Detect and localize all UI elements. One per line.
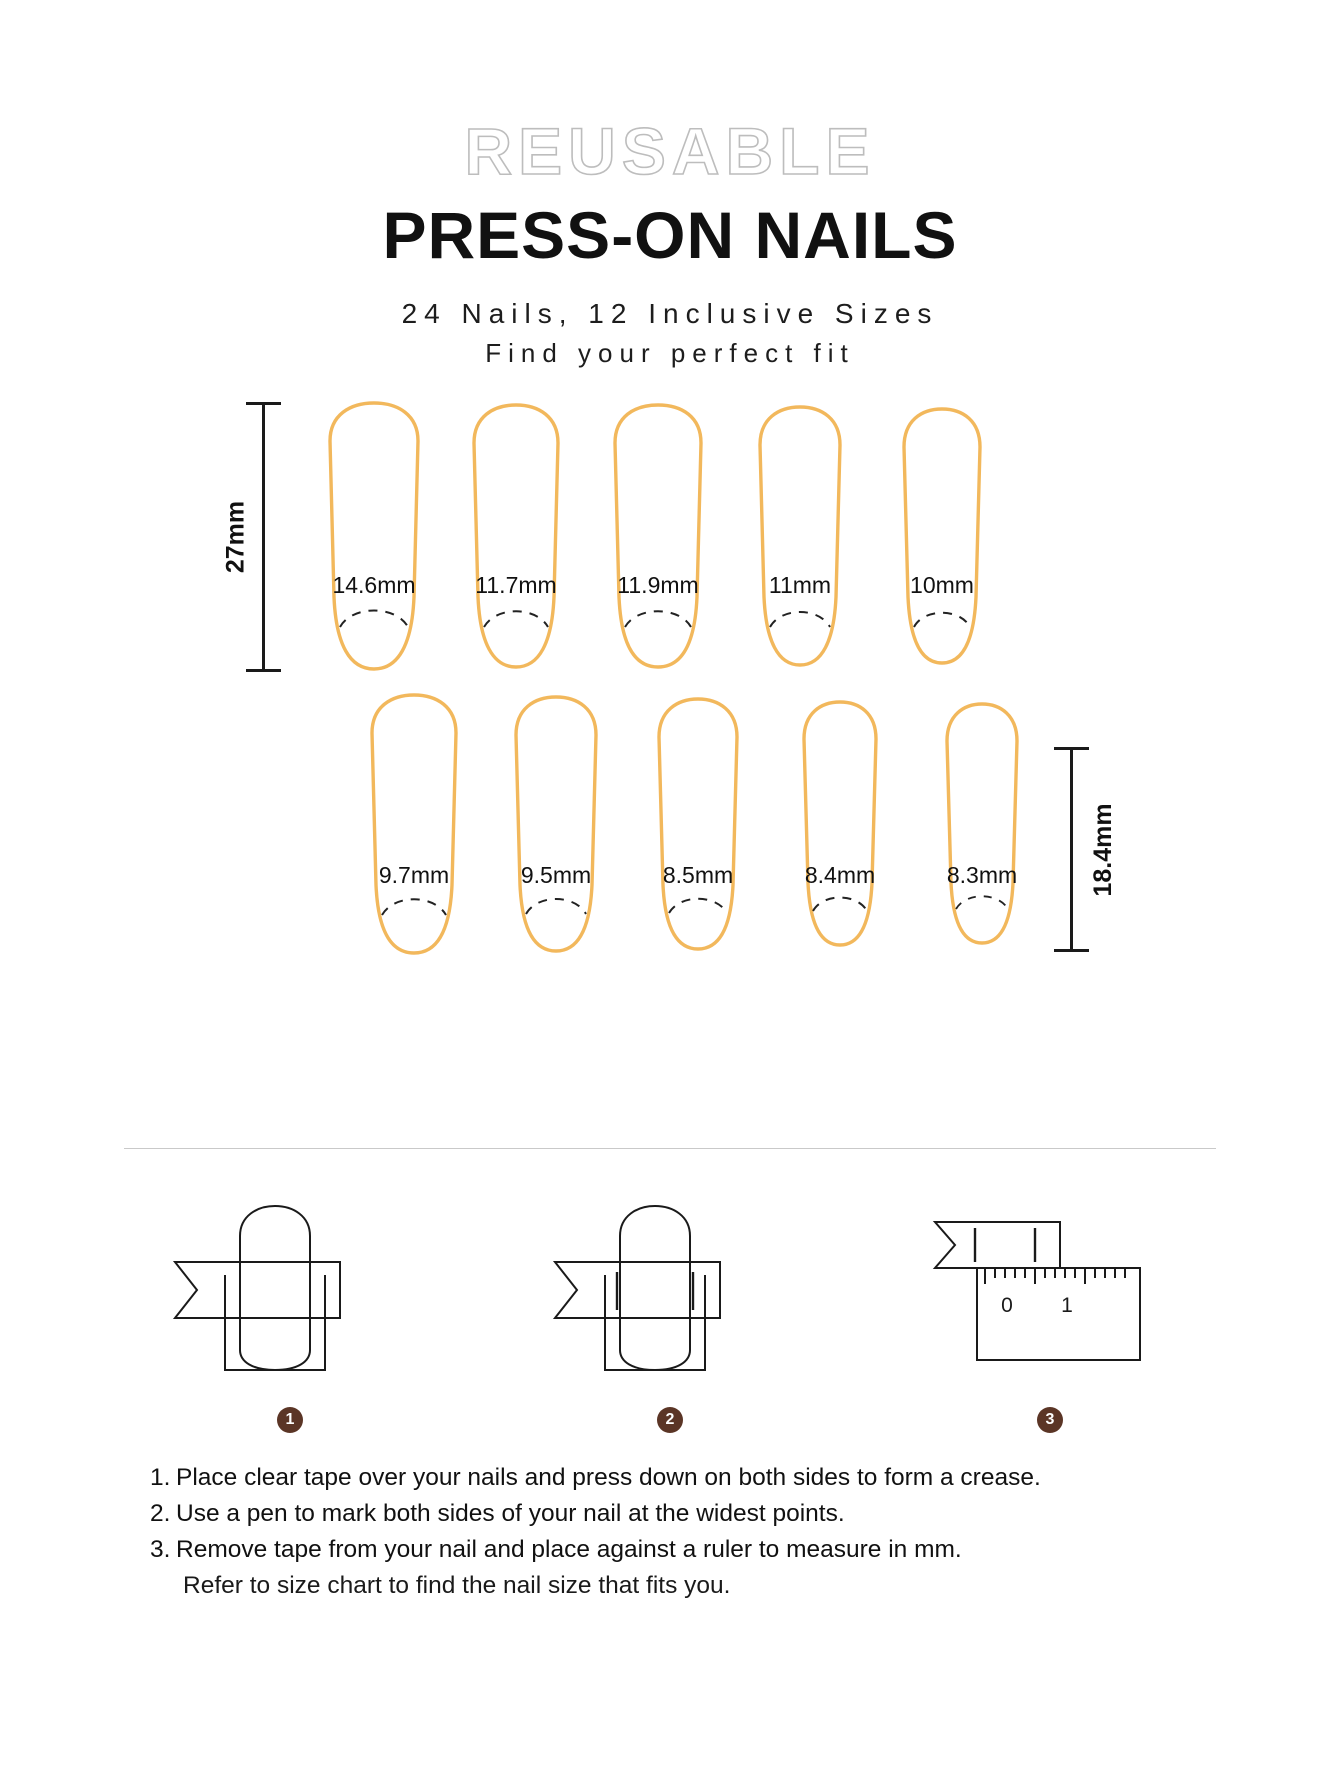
nail-shape <box>624 687 772 977</box>
nail-width-label: 11.7mm <box>475 572 557 598</box>
section-divider <box>124 1148 1216 1149</box>
step-2-illustration <box>545 1200 795 1390</box>
measure-label-18-4mm: 18.4mm <box>1088 802 1117 897</box>
nail-row-bottom <box>340 687 1050 977</box>
nail-width-label: 9.5mm <box>520 862 592 888</box>
nail-width-label: 8.5mm <box>662 862 734 888</box>
height-measure-bottom-row <box>1040 747 1117 952</box>
nail-shape <box>482 687 630 977</box>
instruction-text: Place clear tape over your nails and press down on both sides to form a crease. <box>176 1464 1041 1491</box>
step-1 <box>165 1200 415 1433</box>
nail-width-label: 9.7mm <box>378 862 450 888</box>
nail-shape <box>868 397 1016 687</box>
page-title: PRESS-ON NAILS <box>382 198 958 272</box>
instruction-text: Remove tape from your nail and place against a ruler to measure in mm. <box>176 1536 962 1563</box>
instruction-item <box>150 1532 1190 1568</box>
nail-shape <box>584 397 732 687</box>
subtitle-count: 24 Nails, 12 Inclusive Sizes <box>401 298 939 329</box>
ruler-tick-0: 0 <box>1001 1294 1013 1317</box>
header <box>0 0 1340 369</box>
nail-shape <box>340 687 488 977</box>
measure-cap-bottom <box>246 669 281 672</box>
subtitle-tagline: Find your perfect fit <box>485 338 855 368</box>
nail-shape <box>908 687 1056 977</box>
nail-shape <box>766 687 914 977</box>
nail-width-label: 11mm <box>768 572 832 598</box>
how-to-measure-steps <box>0 1200 1340 1433</box>
measure-bar <box>262 402 265 672</box>
instruction-item <box>150 1496 1190 1532</box>
step-3-illustration <box>925 1200 1175 1390</box>
nail-row-top <box>300 397 1010 687</box>
ruler-tick-1: 1 <box>1061 1294 1073 1317</box>
nail-width-label: 8.4mm <box>804 862 876 888</box>
nail-shape <box>300 397 448 687</box>
nail-width-label: 8.3mm <box>946 862 1018 888</box>
instruction-number: 3. <box>150 1536 171 1563</box>
step-number-badge: 2 <box>657 1407 683 1433</box>
instruction-text-continued: Refer to size chart to find the nail size that fits you. <box>183 1572 731 1599</box>
step-number-badge: 1 <box>277 1407 303 1433</box>
step-2 <box>545 1200 795 1433</box>
nail-width-label: 11.9mm <box>617 572 699 598</box>
instruction-number: 1. <box>150 1464 171 1491</box>
nail-width-label: 10mm <box>910 572 974 598</box>
measure-cap-bottom <box>1054 949 1089 952</box>
step-3 <box>925 1200 1175 1433</box>
nail-size-chart <box>0 397 1340 977</box>
instruction-number: 2. <box>150 1500 171 1527</box>
instructions-list <box>0 1460 1340 1604</box>
step-number-badge: 3 <box>1037 1407 1063 1433</box>
nail-shape <box>726 397 874 687</box>
measure-bar <box>1070 747 1073 952</box>
height-measure-top-row <box>221 402 292 672</box>
instruction-item <box>150 1460 1190 1496</box>
instruction-text: Use a pen to mark both sides of your nail at the widest points. <box>176 1500 845 1527</box>
step-1-illustration <box>165 1200 415 1390</box>
nail-width-label: 14.6mm <box>332 572 416 598</box>
nail-shape <box>442 397 590 687</box>
page-title-outline: REUSABLE <box>464 114 876 188</box>
measure-label-27mm: 27mm <box>221 500 250 574</box>
